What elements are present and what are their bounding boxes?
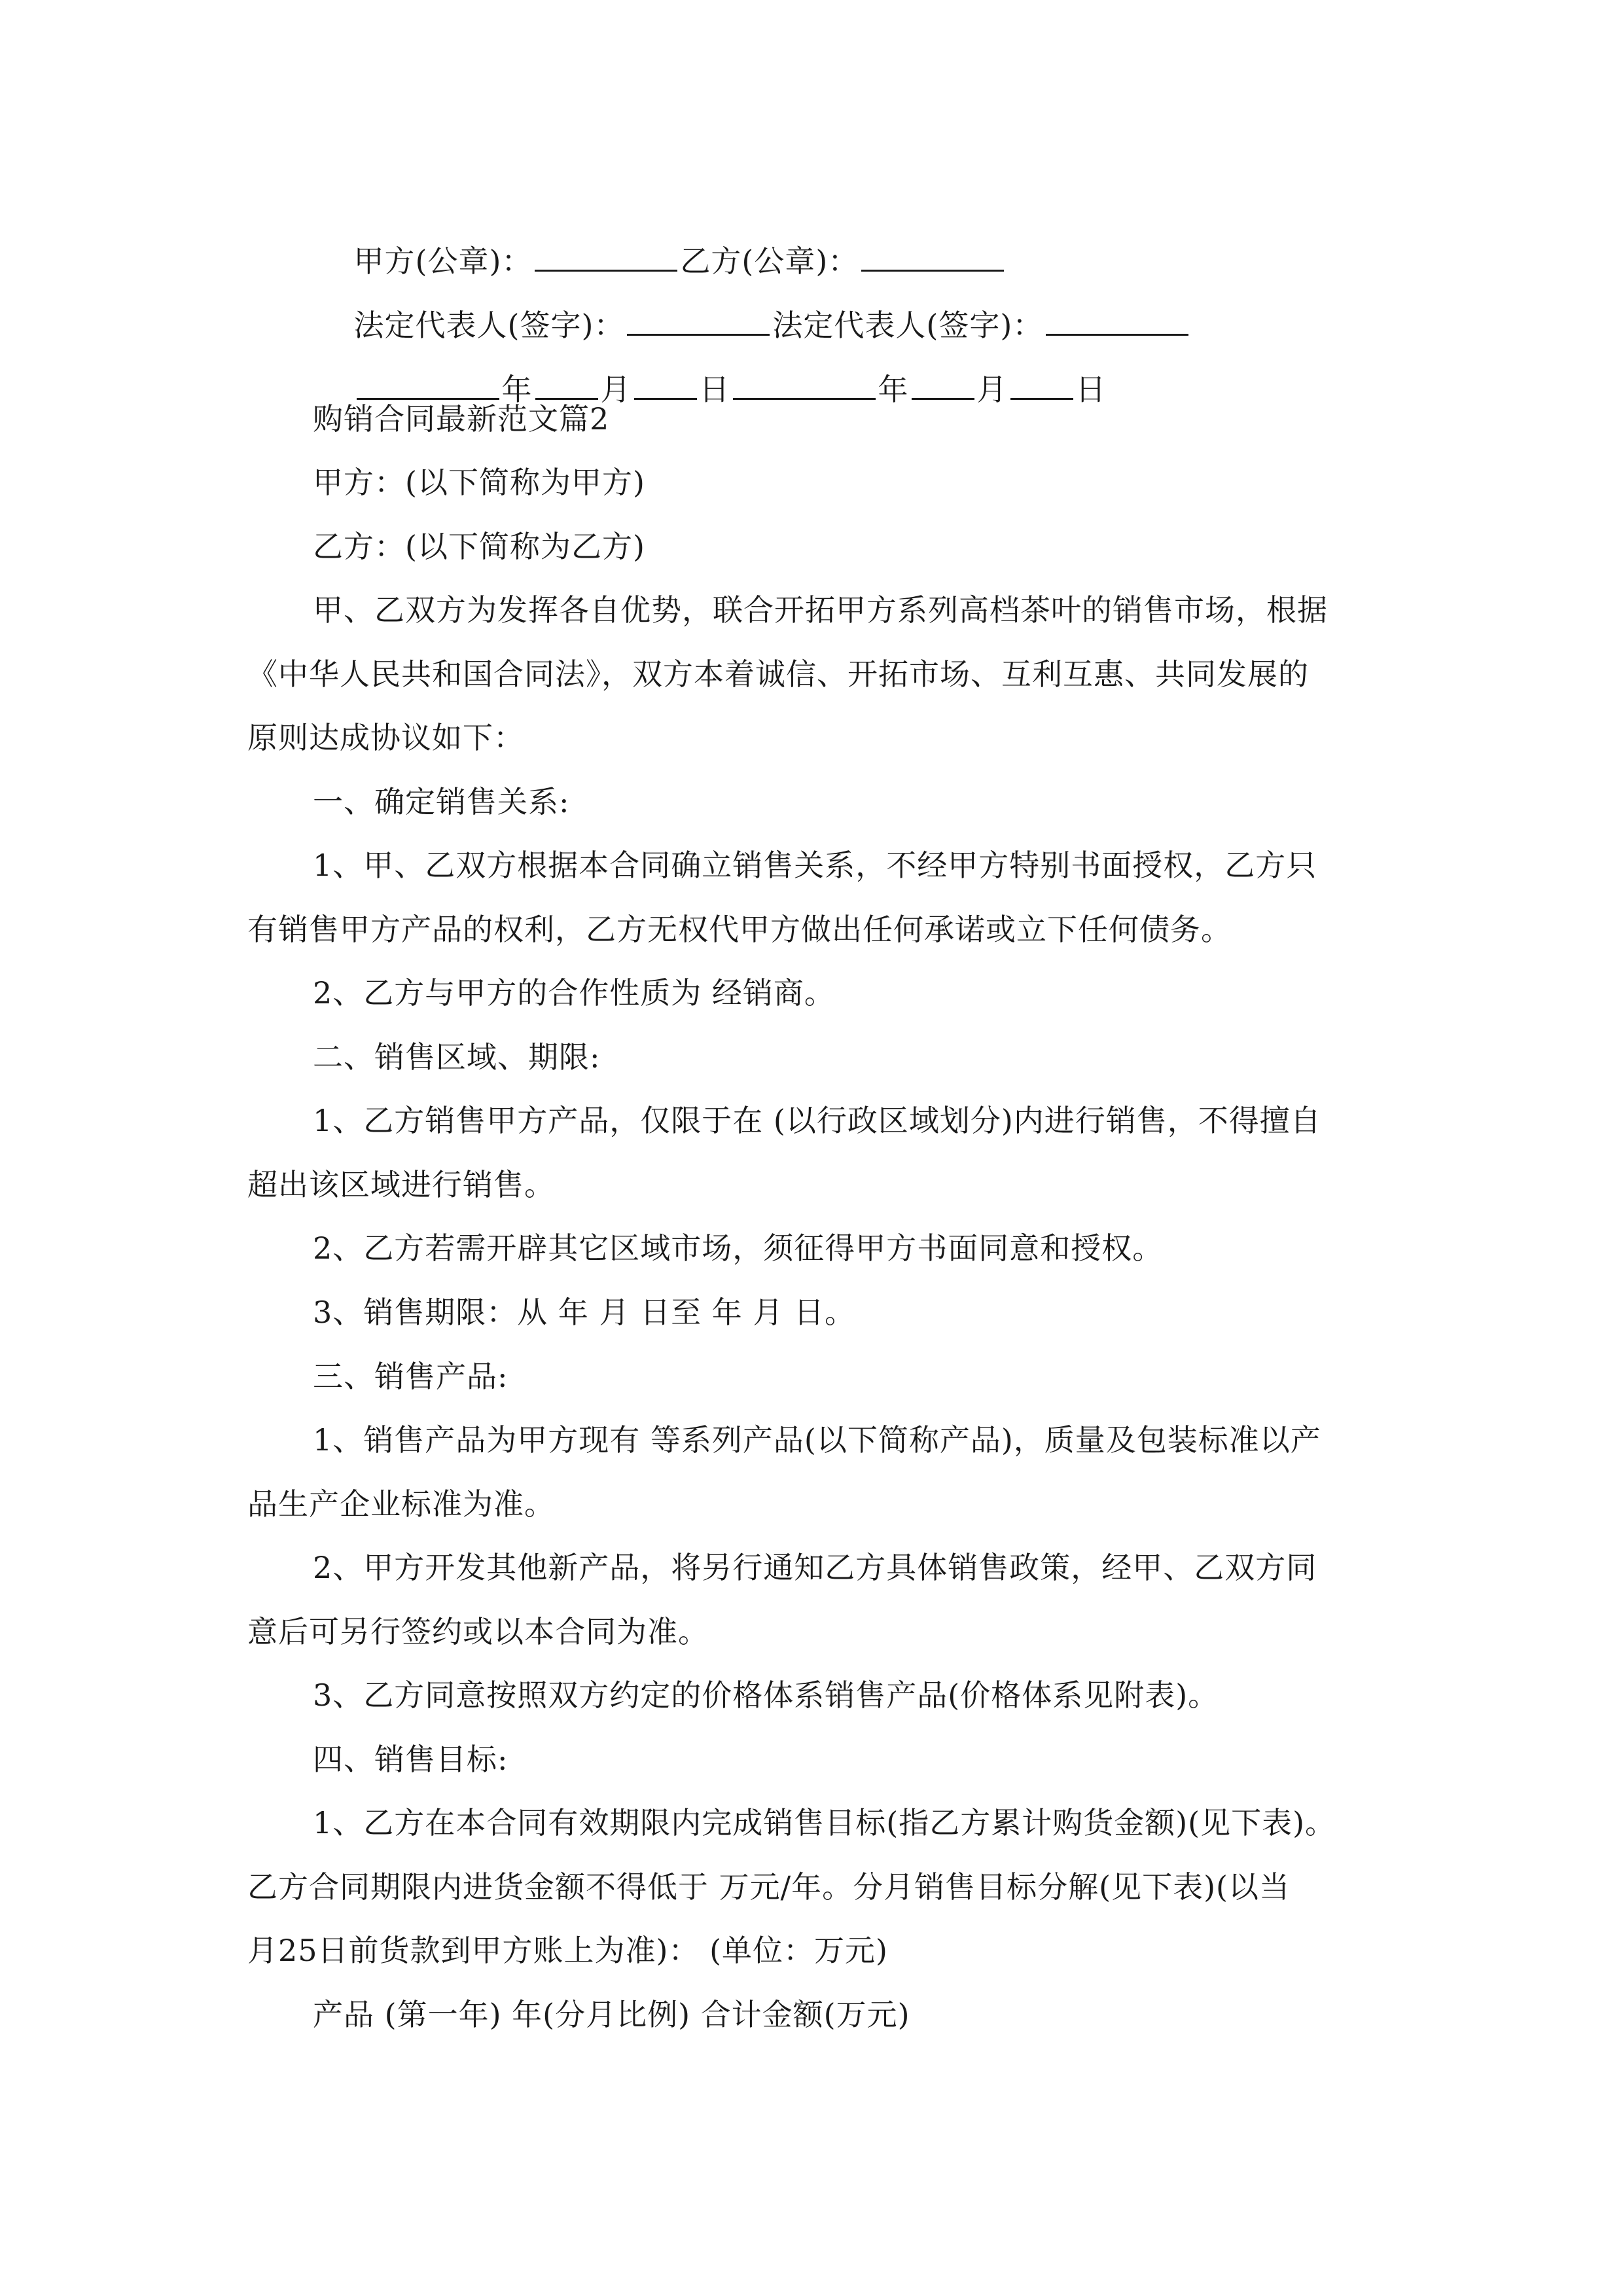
s2-p3: 3、销售期限：从 年 月 日至 年 月 日。 (313, 1295, 855, 1330)
s1-p1-line-2: 有销售甲方产品的权利，乙方无权代甲方做出任何承诺或立下任何债务。 (247, 912, 1232, 947)
date-a-year-label: 年 (501, 372, 533, 407)
party-b-rep-blank[interactable] (1046, 305, 1188, 336)
s4-p1-line-2: 乙方合同期限内进货金额不得低于 万元/年。分月销售目标分解(见下表)(以当 (247, 1869, 1290, 1905)
s2-p1-line-1: 1、乙方销售甲方产品，仅限于在 (以行政区域划分)内进行销售，不得擅自 (313, 1103, 1321, 1138)
s3-p1-line-1: 1、销售产品为甲方现有 等系列产品(以下简称产品)，质量及包装标准以产 (313, 1422, 1321, 1458)
party-a-seal-label: 甲方(公章)： (353, 243, 533, 279)
s2-p2: 2、乙方若需开辟其它区域市场，须征得甲方书面同意和授权。 (313, 1230, 1164, 1266)
party-a-seal-blank[interactable] (535, 241, 677, 272)
date-a-month-blank[interactable] (535, 369, 598, 400)
date-b-year-label: 年 (878, 372, 909, 407)
s3-p1-line-2: 品生产企业标准为准。 (247, 1486, 555, 1522)
date-b-year-blank[interactable] (733, 369, 876, 400)
s4-heading: 四、销售目标: (313, 1742, 508, 1777)
date-b-month-label: 月 (976, 372, 1008, 407)
party-b-seal-label: 乙方(公章)： (680, 243, 859, 279)
table-header-line: 产品 (第一年) 年(分月比例) 合计金额(万元) (313, 1997, 910, 2032)
s3-p2-line-1: 2、甲方开发其他新产品，将另行通知乙方具体销售政策，经甲、乙双方同 (313, 1550, 1317, 1585)
intro-line-2: 《中华人民共和国合同法》，双方本着诚信、开拓市场、互利互惠、共同发展的 (247, 656, 1309, 692)
date-a-year-blank[interactable] (357, 369, 499, 400)
s1-heading: 一、确定销售关系: (313, 784, 570, 819)
date-b-day-label: 日 (1075, 372, 1107, 407)
date-a-day-label: 日 (699, 372, 730, 407)
party-a-rep-blank[interactable] (627, 305, 770, 336)
s4-p1-line-1: 1、乙方在本合同有效期限内完成销售目标(指乙方累计购货金额)(见下表)。 (313, 1805, 1336, 1840)
party-a-rep-label: 法定代表人(签字)： (353, 308, 625, 343)
s3-p2-line-2: 意后可另行签约或以本合同为准。 (247, 1614, 709, 1649)
s3-p3: 3、乙方同意按照双方约定的价格体系销售产品(价格体系见附表)。 (313, 1677, 1219, 1713)
date-b-day-blank[interactable] (1010, 369, 1073, 400)
s1-p1-line-1: 1、甲、乙双方根据本合同确立销售关系，不经甲方特别书面授权，乙方只 (313, 848, 1317, 883)
party-a-line: 甲方：(以下简称为甲方) (313, 465, 645, 500)
s3-heading: 三、销售产品: (313, 1359, 508, 1394)
date-b-month-blank[interactable] (912, 369, 974, 400)
intro-line-3: 原则达成协议如下： (247, 720, 524, 755)
s2-p1-line-2: 超出该区域进行销售。 (247, 1167, 555, 1202)
section-title: 购销合同最新范文篇2 (313, 401, 610, 437)
party-b-seal-blank[interactable] (861, 241, 1004, 272)
date-a-month-label: 月 (600, 372, 632, 407)
party-b-rep-label: 法定代表人(签字)： (772, 308, 1044, 343)
s4-p1-line-3: 月25日前货款到甲方账上为准)： (单位：万元) (247, 1933, 888, 1968)
s2-heading: 二、销售区域、期限: (313, 1039, 601, 1075)
party-b-line: 乙方：(以下简称为乙方) (313, 529, 645, 564)
intro-line-1: 甲、乙双方为发挥各自优势，联合开拓甲方系列高档茶叶的销售市场，根据 (313, 592, 1328, 628)
s1-p2: 2、乙方与甲方的合作性质为 经销商。 (313, 975, 835, 1011)
date-a-day-blank[interactable] (634, 369, 697, 400)
